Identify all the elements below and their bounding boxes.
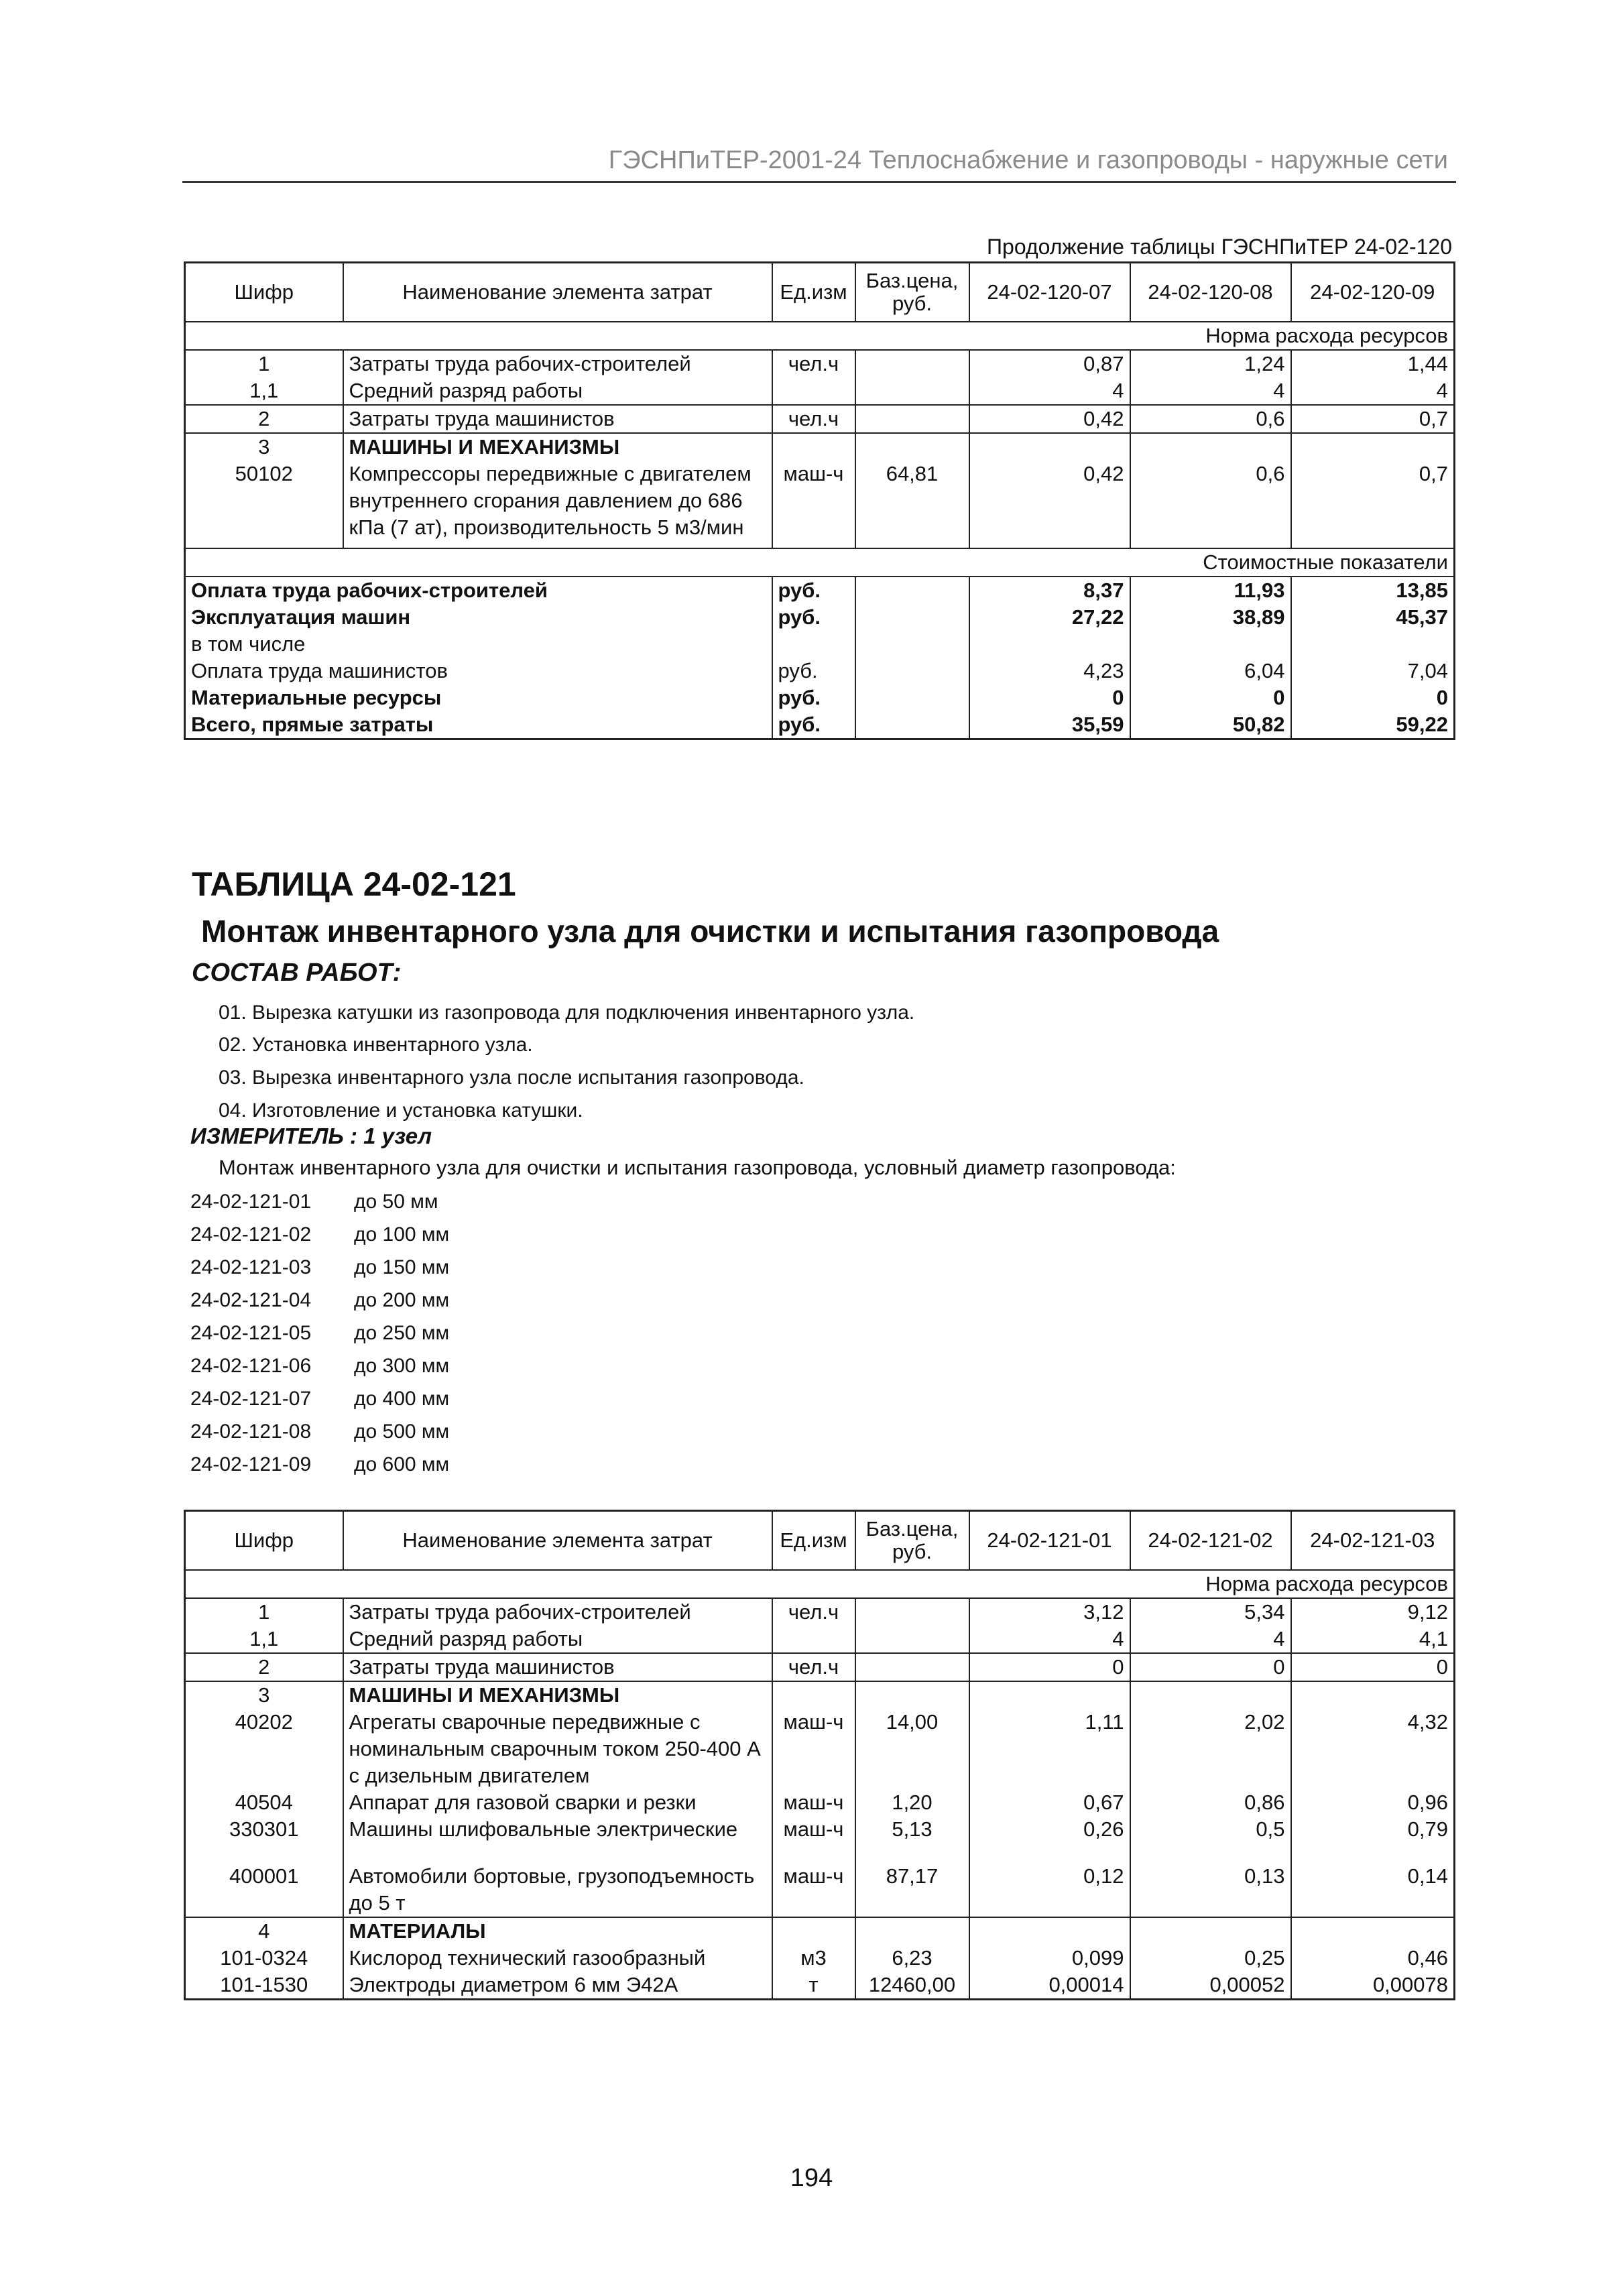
table-row — [185, 1653, 1455, 1681]
cost-value-1: 4,23 — [969, 658, 1130, 684]
cost-value-2 — [1130, 631, 1291, 658]
header-rule — [182, 181, 1456, 183]
cost-value-3: 0 — [1436, 686, 1448, 709]
row-unit: маш-ч — [772, 1789, 855, 1816]
row-name: Кислород технический газообразный — [343, 1945, 772, 1972]
row-value-2: 0,6 — [1130, 405, 1291, 433]
row-unit — [772, 1917, 855, 1945]
variant-desc: до 150 мм — [354, 1256, 450, 1278]
row-value-1: 0,42 — [969, 461, 1130, 548]
row-value-1 — [969, 1917, 1130, 1945]
cost-value-1 — [969, 631, 1130, 658]
row-value-1: 1,11 — [969, 1709, 1130, 1789]
table-row — [185, 405, 1455, 433]
cost-name: Материальные ресурсы — [185, 684, 772, 711]
col-header-name: Наименование элемента затрат — [343, 1511, 772, 1571]
row-price — [855, 350, 969, 377]
row-unit: чел.ч — [772, 350, 855, 377]
row-unit: чел.ч — [772, 1653, 855, 1681]
row-unit: маш-ч — [772, 461, 855, 548]
col-header-variant-3: 24-02-121-03 — [1291, 1511, 1455, 1571]
row-code: 1 — [185, 1598, 343, 1626]
row-value-1: 0,67 — [969, 1789, 1130, 1816]
cost-row — [185, 631, 1455, 658]
resource-table-24-02-121 — [184, 1510, 1455, 2000]
row-value-3: 9,12 — [1407, 1600, 1448, 1624]
row-price — [855, 1653, 969, 1681]
meter-value: 1 узел — [363, 1124, 432, 1148]
row-unit: маш-ч — [772, 1863, 855, 1917]
meter — [190, 1124, 432, 1149]
table-continuation-title: Продолжение таблицы ГЭСНПиТЕР 24-02-120 — [987, 235, 1452, 259]
row-code: 1 — [185, 350, 343, 377]
row-code: 400001 — [185, 1863, 343, 1917]
row-price: 87,17 — [855, 1863, 969, 1917]
cost-row — [185, 658, 1455, 684]
row-price — [855, 1626, 969, 1653]
table-row — [185, 1681, 1455, 1709]
row-value-3: 0,00078 — [1372, 1973, 1448, 1996]
cost-value-2: 6,04 — [1130, 658, 1291, 684]
row-value-3: 0,79 — [1407, 1817, 1448, 1841]
running-header: ГЭСНПиТЕР-2001-24 Теплоснабжение и газопроводы - наружные сети — [608, 146, 1448, 174]
row-value-2 — [1130, 1681, 1291, 1709]
variant-code: 24-02-121-05 — [190, 1322, 312, 1344]
row-code: 2 — [185, 405, 343, 433]
variant-code: 24-02-121-08 — [190, 1421, 312, 1443]
work-item: 01. Вырезка катушки из газопровода для подключения инвентарного узла. — [219, 1002, 915, 1024]
norm-label: Норма расхода ресурсов — [185, 1570, 1455, 1598]
row-price — [855, 1917, 969, 1945]
row-value-2: 0,6 — [1130, 461, 1291, 548]
row-name: МАШИНЫ И МЕХАНИЗМЫ — [343, 433, 772, 461]
cost-name: Оплата труда машинистов — [185, 658, 772, 684]
table-row — [185, 1863, 1455, 1917]
row-code: 3 — [185, 1681, 343, 1709]
row-value-2: 0,86 — [1130, 1789, 1291, 1816]
cost-value-2: 50,82 — [1130, 711, 1291, 739]
row-value-1: 0 — [969, 1653, 1130, 1681]
row-name: Аппарат для газовой сварки и резки — [343, 1789, 772, 1816]
row-unit — [772, 433, 855, 461]
col-header-price: Баз.цена, руб. — [855, 1511, 969, 1571]
row-value-2: 0,00052 — [1130, 1972, 1291, 2000]
col-header-variant-3: 24-02-120-09 — [1291, 263, 1455, 322]
row-value-3 — [1291, 1681, 1455, 1709]
row-unit: маш-ч — [772, 1816, 855, 1863]
cost-name: Всего, прямые затраты — [185, 711, 772, 739]
variant-code: 24-02-121-03 — [190, 1256, 312, 1278]
row-name: Затраты труда рабочих-строителей — [343, 1598, 772, 1626]
cost-unit — [772, 631, 855, 658]
row-code: 3 — [185, 433, 343, 461]
row-value-2: 4 — [1130, 1626, 1291, 1653]
row-unit: т — [772, 1972, 855, 2000]
row-value-1: 0,26 — [969, 1816, 1130, 1863]
row-name: МАШИНЫ И МЕХАНИЗМЫ — [343, 1681, 772, 1709]
norm-label: Норма расхода ресурсов — [185, 322, 1455, 350]
row-price: 5,13 — [855, 1816, 969, 1863]
row-value-3: 4,32 — [1407, 1710, 1448, 1734]
cost-value-3: 7,04 — [1407, 659, 1448, 682]
row-value-2: 4 — [1130, 377, 1291, 405]
row-price: 64,81 — [855, 461, 969, 548]
row-price: 14,00 — [855, 1709, 969, 1789]
row-value-1: 0,099 — [969, 1945, 1130, 1972]
col-header-unit: Ед.изм — [772, 1511, 855, 1571]
row-code: 40202 — [185, 1709, 343, 1789]
row-value-3: 1,44 — [1407, 352, 1448, 375]
row-code: 4 — [185, 1917, 343, 1945]
meter-label: ИЗМЕРИТЕЛЬ : — [190, 1124, 364, 1148]
row-value-3: 4 — [1291, 377, 1455, 405]
row-code: 50102 — [185, 461, 343, 548]
row-value-2 — [1130, 1917, 1291, 1945]
row-value-3 — [1291, 433, 1455, 461]
col-header-code: Шифр — [185, 263, 343, 322]
table-row — [185, 461, 1455, 548]
cost-value-1: 27,22 — [969, 604, 1130, 631]
row-name: Средний разряд работы — [343, 377, 772, 405]
table-row — [185, 350, 1455, 377]
table-row — [185, 1598, 1455, 1626]
variants-intro: Монтаж инвентарного узла для очистки и испытания газопровода, условный диаметр газопровода: — [219, 1156, 1176, 1179]
cost-row — [185, 711, 1455, 739]
col-header-price: Баз.цена, руб. — [855, 263, 969, 322]
row-price: 6,23 — [855, 1945, 969, 1972]
row-name: Затраты труда машинистов — [343, 405, 772, 433]
section-subtitle: Монтаж инвентарного узла для очистки и испытания газопровода — [201, 914, 1219, 949]
cost-name: в том числе — [185, 631, 772, 658]
variant-desc: до 250 мм — [354, 1322, 450, 1344]
row-value-2: 0,13 — [1130, 1863, 1291, 1917]
cost-value-1: 0 — [969, 684, 1130, 711]
row-unit — [772, 1681, 855, 1709]
row-value-3: 0,14 — [1291, 1863, 1455, 1917]
variant-desc: до 100 мм — [354, 1223, 450, 1246]
row-price — [855, 377, 969, 405]
variant-code: 24-02-121-02 — [190, 1223, 312, 1246]
works-heading: СОСТАВ РАБОТ: — [192, 959, 402, 987]
cost-value-3: 45,37 — [1396, 605, 1448, 629]
variant-desc: до 500 мм — [354, 1421, 450, 1443]
col-header-unit: Ед.изм — [772, 263, 855, 322]
work-item: 04. Изготовление и установка катушки. — [219, 1099, 583, 1122]
table-row — [185, 1816, 1455, 1863]
cost-value-1: 8,37 — [969, 577, 1130, 604]
col-header-variant-2: 24-02-121-02 — [1130, 1511, 1291, 1571]
row-unit: м3 — [772, 1945, 855, 1972]
row-name: Автомобили бортовые, грузоподъемность до 5 т — [343, 1863, 772, 1917]
cost-indicators-label: Стоимостные показатели — [185, 548, 1455, 577]
col-header-name: Наименование элемента затрат — [343, 263, 772, 322]
cost-row — [185, 604, 1455, 631]
row-unit — [772, 1626, 855, 1653]
resource-table-24-02-120 — [184, 261, 1455, 740]
row-value-1 — [969, 433, 1130, 461]
row-price — [855, 405, 969, 433]
cost-value-2: 0 — [1130, 684, 1291, 711]
row-value-1: 0,42 — [969, 405, 1130, 433]
row-value-3: 0,96 — [1407, 1791, 1448, 1814]
row-price — [855, 1598, 969, 1626]
row-value-1: 0,12 — [969, 1863, 1130, 1917]
row-name: Машины шлифовальные электрические — [343, 1816, 772, 1863]
row-value-1: 0,00014 — [969, 1972, 1130, 2000]
variant-desc: до 200 мм — [354, 1289, 450, 1311]
cost-row — [185, 684, 1455, 711]
row-unit: чел.ч — [772, 1598, 855, 1626]
row-code: 101-1530 — [185, 1972, 343, 2000]
table-row — [185, 1789, 1455, 1816]
row-price — [855, 433, 969, 461]
row-value-1: 4 — [969, 1626, 1130, 1653]
section-title: ТАБЛИЦА 24-02-121 — [192, 865, 516, 903]
row-value-3: 0,7 — [1291, 461, 1455, 548]
cost-row — [185, 577, 1455, 604]
row-value-1: 0,87 — [969, 350, 1130, 377]
variant-desc: до 400 мм — [354, 1388, 450, 1410]
table-row — [185, 1917, 1455, 1945]
row-code: 2 — [185, 1653, 343, 1681]
row-value-2 — [1130, 433, 1291, 461]
variant-code: 24-02-121-07 — [190, 1388, 312, 1410]
cost-unit: руб. — [772, 658, 855, 684]
row-name: Агрегаты сварочные передвижные с номинальным сварочным током 250-400 А с дизельным двигателем — [343, 1709, 772, 1789]
variant-desc: до 50 мм — [354, 1191, 438, 1213]
table-row — [185, 433, 1455, 461]
cost-value-3 — [1291, 631, 1455, 658]
row-code: 1,1 — [185, 377, 343, 405]
row-price: 1,20 — [855, 1789, 969, 1816]
cost-value-3: 59,22 — [1396, 713, 1448, 736]
cost-unit: руб. — [772, 711, 855, 739]
table-row — [185, 1945, 1455, 1972]
row-value-3: 0,7 — [1291, 405, 1455, 433]
table-row — [185, 1972, 1455, 2000]
variant-code: 24-02-121-04 — [190, 1289, 312, 1311]
row-value-3: 4,1 — [1291, 1626, 1455, 1653]
cost-value-2: 38,89 — [1130, 604, 1291, 631]
variant-desc: до 300 мм — [354, 1355, 450, 1377]
row-value-3: 0 — [1291, 1653, 1455, 1681]
row-code: 40504 — [185, 1789, 343, 1816]
row-value-2: 2,02 — [1130, 1709, 1291, 1789]
row-value-3: 0,46 — [1407, 1946, 1448, 1970]
row-value-2: 0 — [1130, 1653, 1291, 1681]
variant-code: 24-02-121-06 — [190, 1355, 312, 1377]
table-row — [185, 1626, 1455, 1653]
row-code: 330301 — [185, 1816, 343, 1863]
row-unit — [772, 377, 855, 405]
row-price — [855, 1681, 969, 1709]
row-name: МАТЕРИАЛЫ — [343, 1917, 772, 1945]
cost-value-3: 13,85 — [1396, 579, 1448, 602]
row-unit: маш-ч — [772, 1709, 855, 1789]
cost-name: Оплата труда рабочих-строителей — [185, 577, 772, 604]
row-unit: чел.ч — [772, 405, 855, 433]
work-item: 02. Установка инвентарного узла. — [219, 1034, 533, 1056]
row-name: Затраты труда рабочих-строителей — [343, 350, 772, 377]
row-value-2: 5,34 — [1130, 1598, 1291, 1626]
variant-code: 24-02-121-01 — [190, 1191, 312, 1213]
page-number: 194 — [790, 2164, 833, 2192]
cost-value-1: 35,59 — [969, 711, 1130, 739]
col-header-variant-1: 24-02-120-07 — [969, 263, 1130, 322]
row-value-3 — [1291, 1917, 1455, 1945]
col-header-code: Шифр — [185, 1511, 343, 1571]
variant-desc: до 600 мм — [354, 1453, 450, 1475]
row-value-2: 0,5 — [1130, 1816, 1291, 1863]
row-name: Средний разряд работы — [343, 1626, 772, 1653]
table-row — [185, 1709, 1455, 1789]
table-row — [185, 377, 1455, 405]
row-name: Электроды диаметром 6 мм Э42А — [343, 1972, 772, 2000]
row-value-1: 4 — [969, 377, 1130, 405]
row-code: 1,1 — [185, 1626, 343, 1653]
row-name: Компрессоры передвижные с двигателем внутреннего сгорания давлением до 686 кПа (7 ат), производительность 5 м3/мин — [343, 461, 772, 548]
col-header-variant-2: 24-02-120-08 — [1130, 263, 1291, 322]
cost-name: Эксплуатация машин — [185, 604, 772, 631]
row-value-2: 0,25 — [1130, 1945, 1291, 1972]
cost-unit: руб. — [772, 577, 855, 604]
work-item: 03. Вырезка инвентарного узла после испытания газопровода. — [219, 1067, 804, 1089]
row-value-1: 3,12 — [969, 1598, 1130, 1626]
row-name: Затраты труда машинистов — [343, 1653, 772, 1681]
col-header-variant-1: 24-02-121-01 — [969, 1511, 1130, 1571]
variant-code: 24-02-121-09 — [190, 1453, 312, 1475]
row-value-2: 1,24 — [1130, 350, 1291, 377]
cost-value-2: 11,93 — [1130, 577, 1291, 604]
row-price: 12460,00 — [855, 1972, 969, 2000]
row-code: 101-0324 — [185, 1945, 343, 1972]
cost-unit: руб. — [772, 604, 855, 631]
row-value-1 — [969, 1681, 1130, 1709]
cost-unit: руб. — [772, 684, 855, 711]
